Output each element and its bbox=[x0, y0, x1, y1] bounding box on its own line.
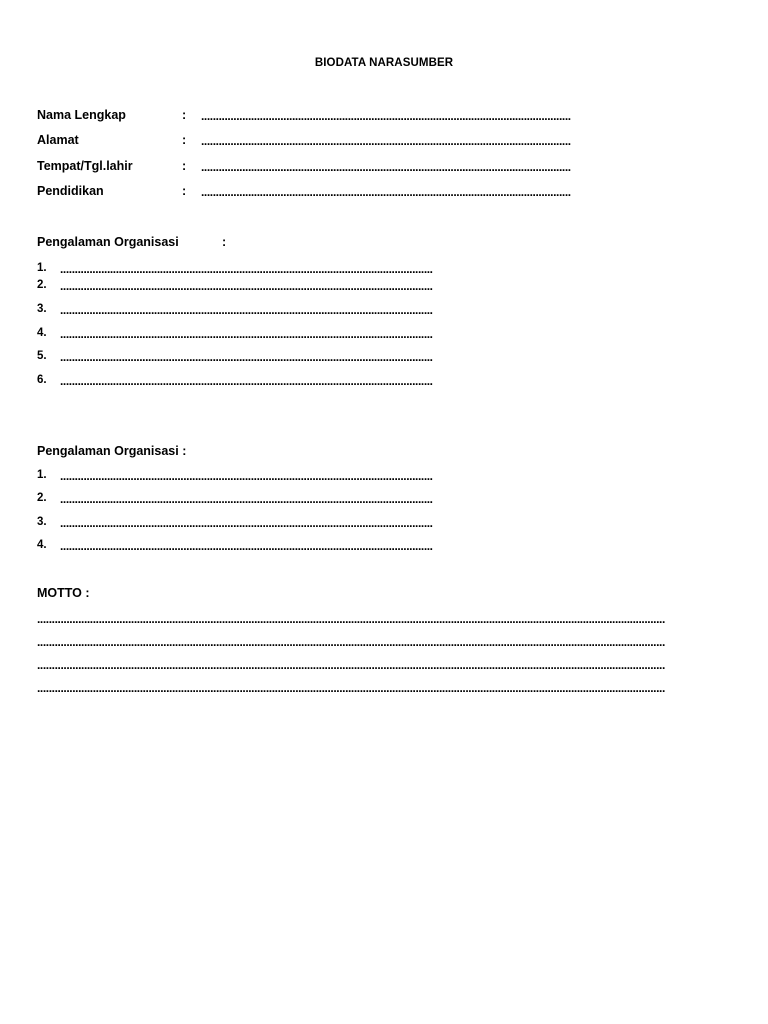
field-label-nama-lengkap: Nama Lengkap bbox=[37, 108, 126, 122]
list-item-dotted-line[interactable]: ............................................................................................................................... bbox=[60, 469, 433, 483]
motto-heading: MOTTO : bbox=[37, 586, 90, 600]
list-item-number: 3. bbox=[37, 303, 47, 315]
motto-dotted-line[interactable]: ...................................................................................................................................................................................................................... bbox=[37, 635, 665, 649]
section-heading-colon: : bbox=[222, 235, 227, 249]
list-item-dotted-line[interactable]: ............................................................................................................................... bbox=[60, 539, 433, 553]
field-dotted-line-pendidikan[interactable]: .............................................................................................................................. bbox=[201, 185, 571, 199]
motto-dotted-line[interactable]: ...................................................................................................................................................................................................................... bbox=[37, 681, 665, 695]
field-colon: : bbox=[182, 133, 187, 147]
field-dotted-line-nama-lengkap[interactable]: .............................................................................................................................. bbox=[201, 109, 571, 123]
field-colon: : bbox=[182, 159, 187, 173]
field-dotted-line-tempat-tgl-lahir[interactable]: .............................................................................................................................. bbox=[201, 160, 571, 174]
list-item-dotted-line[interactable]: ............................................................................................................................... bbox=[60, 492, 433, 506]
list-item-number: 6. bbox=[37, 374, 47, 386]
list-item-dotted-line[interactable]: ............................................................................................................................... bbox=[60, 374, 433, 388]
field-colon: : bbox=[182, 108, 187, 122]
list-item-dotted-line[interactable]: ............................................................................................................................... bbox=[60, 279, 433, 293]
list-item-number: 3. bbox=[37, 516, 47, 528]
list-item-number: 4. bbox=[37, 539, 47, 551]
document-title: BIODATA NARASUMBER bbox=[314, 57, 454, 69]
section-heading-pengalaman-organisasi-2: Pengalaman Organisasi : bbox=[37, 444, 187, 458]
section-heading-pengalaman-organisasi-1: Pengalaman Organisasi bbox=[37, 235, 179, 249]
list-item-number: 5. bbox=[37, 350, 47, 362]
field-colon: : bbox=[182, 184, 187, 198]
list-item-dotted-line[interactable]: ............................................................................................................................... bbox=[60, 303, 433, 317]
list-item-dotted-line[interactable]: ............................................................................................................................... bbox=[60, 327, 433, 341]
list-item-dotted-line[interactable]: ............................................................................................................................... bbox=[60, 516, 433, 530]
motto-dotted-line[interactable]: ...................................................................................................................................................................................................................... bbox=[37, 612, 665, 626]
list-item-dotted-line[interactable]: ............................................................................................................................... bbox=[60, 350, 433, 364]
list-item-number: 4. bbox=[37, 327, 47, 339]
field-label-alamat: Alamat bbox=[37, 133, 79, 147]
list-item-number: 2. bbox=[37, 279, 47, 291]
list-item-number: 1. bbox=[37, 469, 47, 481]
field-dotted-line-alamat[interactable]: .............................................................................................................................. bbox=[201, 134, 571, 148]
motto-dotted-line[interactable]: ...................................................................................................................................................................................................................... bbox=[37, 658, 665, 672]
list-item-number: 2. bbox=[37, 492, 47, 504]
field-label-tempat-tgl-lahir: Tempat/Tgl.lahir bbox=[37, 159, 133, 173]
field-label-pendidikan: Pendidikan bbox=[37, 184, 104, 198]
list-item-dotted-line[interactable]: ............................................................................................................................... bbox=[60, 262, 433, 276]
list-item-number: 1. bbox=[37, 262, 47, 274]
